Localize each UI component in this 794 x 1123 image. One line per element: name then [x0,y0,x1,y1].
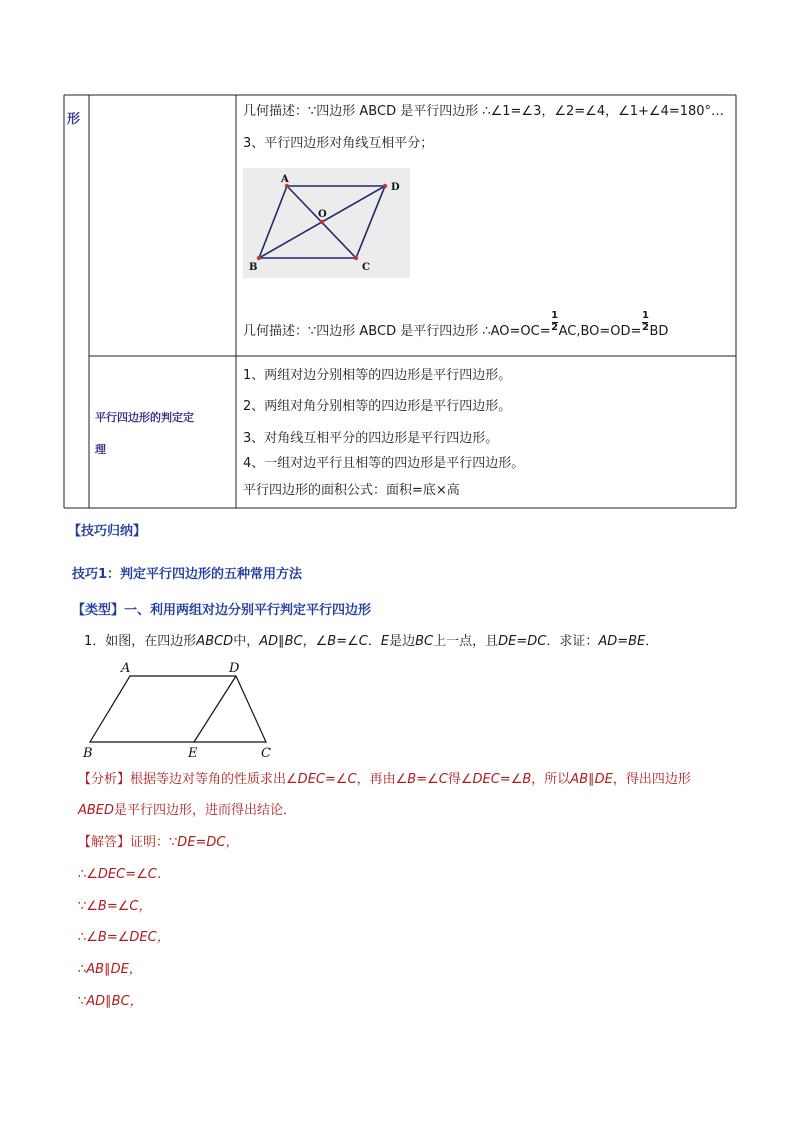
criteria-label-line1: 平行四边形的判定定 [95,411,194,424]
property-diagonals-bisect: 3、平行四边形对角线互相平分； [243,136,434,151]
problem-text: ， [302,634,316,649]
problem-text: 上一点，且 [433,634,499,649]
problem-goal: AD=BE [598,634,646,649]
solution-tag: 【解答】 [78,835,131,850]
problem-number: 1． [84,634,106,649]
trap-label-A: A [121,661,131,676]
area-formula: 平行四边形的面积公式：面积=底×高 [243,483,460,498]
figure-label-C: C [362,262,370,273]
problem-text: ． [645,634,659,649]
solution-step-4: ∴∠B=∠DEC， [78,930,170,945]
analysis-line-2 [78,802,296,820]
problem-text: 如图，在四边形 [105,634,197,649]
problem-text: ．求证： [546,634,599,649]
criteria-item-1: 1、两组对边分别相等的四边形是平行四边形。 [243,368,512,383]
criteria-label-line2: 理 [95,443,106,456]
fraction-numerator: 1 [641,310,649,321]
solution-header [78,834,239,852]
problem-condition: DE=DC [498,634,547,649]
analysis-text: ，所以 [531,772,571,787]
skill-title: 技巧1：判定平行四边形的五种常用方法 [72,567,303,582]
solution-step-2: ∴∠DEC=∠C． [78,867,170,882]
analysis-tag: 【分析】 [78,772,131,787]
parallelogram-figure [243,168,410,278]
problem-condition: AD∥BC [259,634,303,649]
desc2-mid: AC,BO=OD= [558,324,642,339]
fraction-denominator: 2 [641,322,649,333]
analysis-expr: ∠DEC=∠B [460,772,532,787]
analysis-expr: ABED [78,803,115,818]
problem-var: BC [415,634,434,649]
desc2-prefix: 几何描述：∵四边形 ABCD 是平行四边形 ∴AO=OC= [243,324,551,339]
solution-step-6: ∵AD∥BC， [78,994,143,1009]
analysis-text: 根据等边对等角的性质求出 [130,772,287,787]
problem-var: ABCD [196,634,234,649]
trap-label-E: E [188,746,198,761]
table-left-label: 形 [67,112,81,127]
criteria-item-3: 3、对角线互相平分的四边形是平行四边形。 [243,431,499,446]
problem-statement [84,633,658,651]
analysis-text: ，再由 [356,772,396,787]
problem-text: 是边 [389,634,416,649]
figure-label-B: B [249,262,258,273]
geometry-description-angles: 几何描述：∵四边形 ABCD 是平行四边形 ∴∠1=∠3，∠2=∠4，∠1+∠4=180°… [243,104,725,119]
analysis-expr: AB∥DE [570,772,613,787]
figure-label-O: O [318,209,327,220]
analysis-text: ，得出四边形 [612,772,691,787]
fraction-denominator: 2 [551,322,559,333]
desc2-end: BD [649,324,669,339]
analysis-text: 得 [447,772,461,787]
solution-intro: 证明： [130,835,170,850]
analysis-line-1 [78,771,691,789]
type-title: 【类型】一、利用两组对边分别平行判定平行四边形 [72,603,372,618]
trap-label-C: C [261,746,271,761]
problem-condition: ∠B=∠C [315,634,368,649]
problem-var: E [380,634,390,649]
fraction-numerator: 1 [551,310,559,321]
solution-step-5: ∴AB∥DE， [78,962,142,977]
geometry-description-diagonals [243,310,669,340]
analysis-expr: ∠DEC=∠C [286,772,357,787]
figure-label-A: A [281,174,289,185]
problem-text: 中， [233,634,260,649]
analysis-text: 是平行四边形，进而得出结论． [114,803,297,818]
criteria-item-4: 4、一组对边平行且相等的四边形是平行四边形。 [243,456,525,471]
solution-step: ∵DE=DC， [169,835,239,850]
analysis-expr: ∠B=∠C [395,772,448,787]
figure-label-D: D [391,182,400,193]
solution-step-3: ∵∠B=∠C， [78,899,152,914]
trap-label-D: D [229,661,240,676]
problem-text: ． [367,634,381,649]
trap-label-B: B [83,746,93,761]
section-title: 【技巧归纳】 [68,524,147,539]
trapezoid-figure [78,658,278,764]
criteria-item-2: 2、两组对角分别相等的四边形是平行四边形。 [243,399,512,414]
